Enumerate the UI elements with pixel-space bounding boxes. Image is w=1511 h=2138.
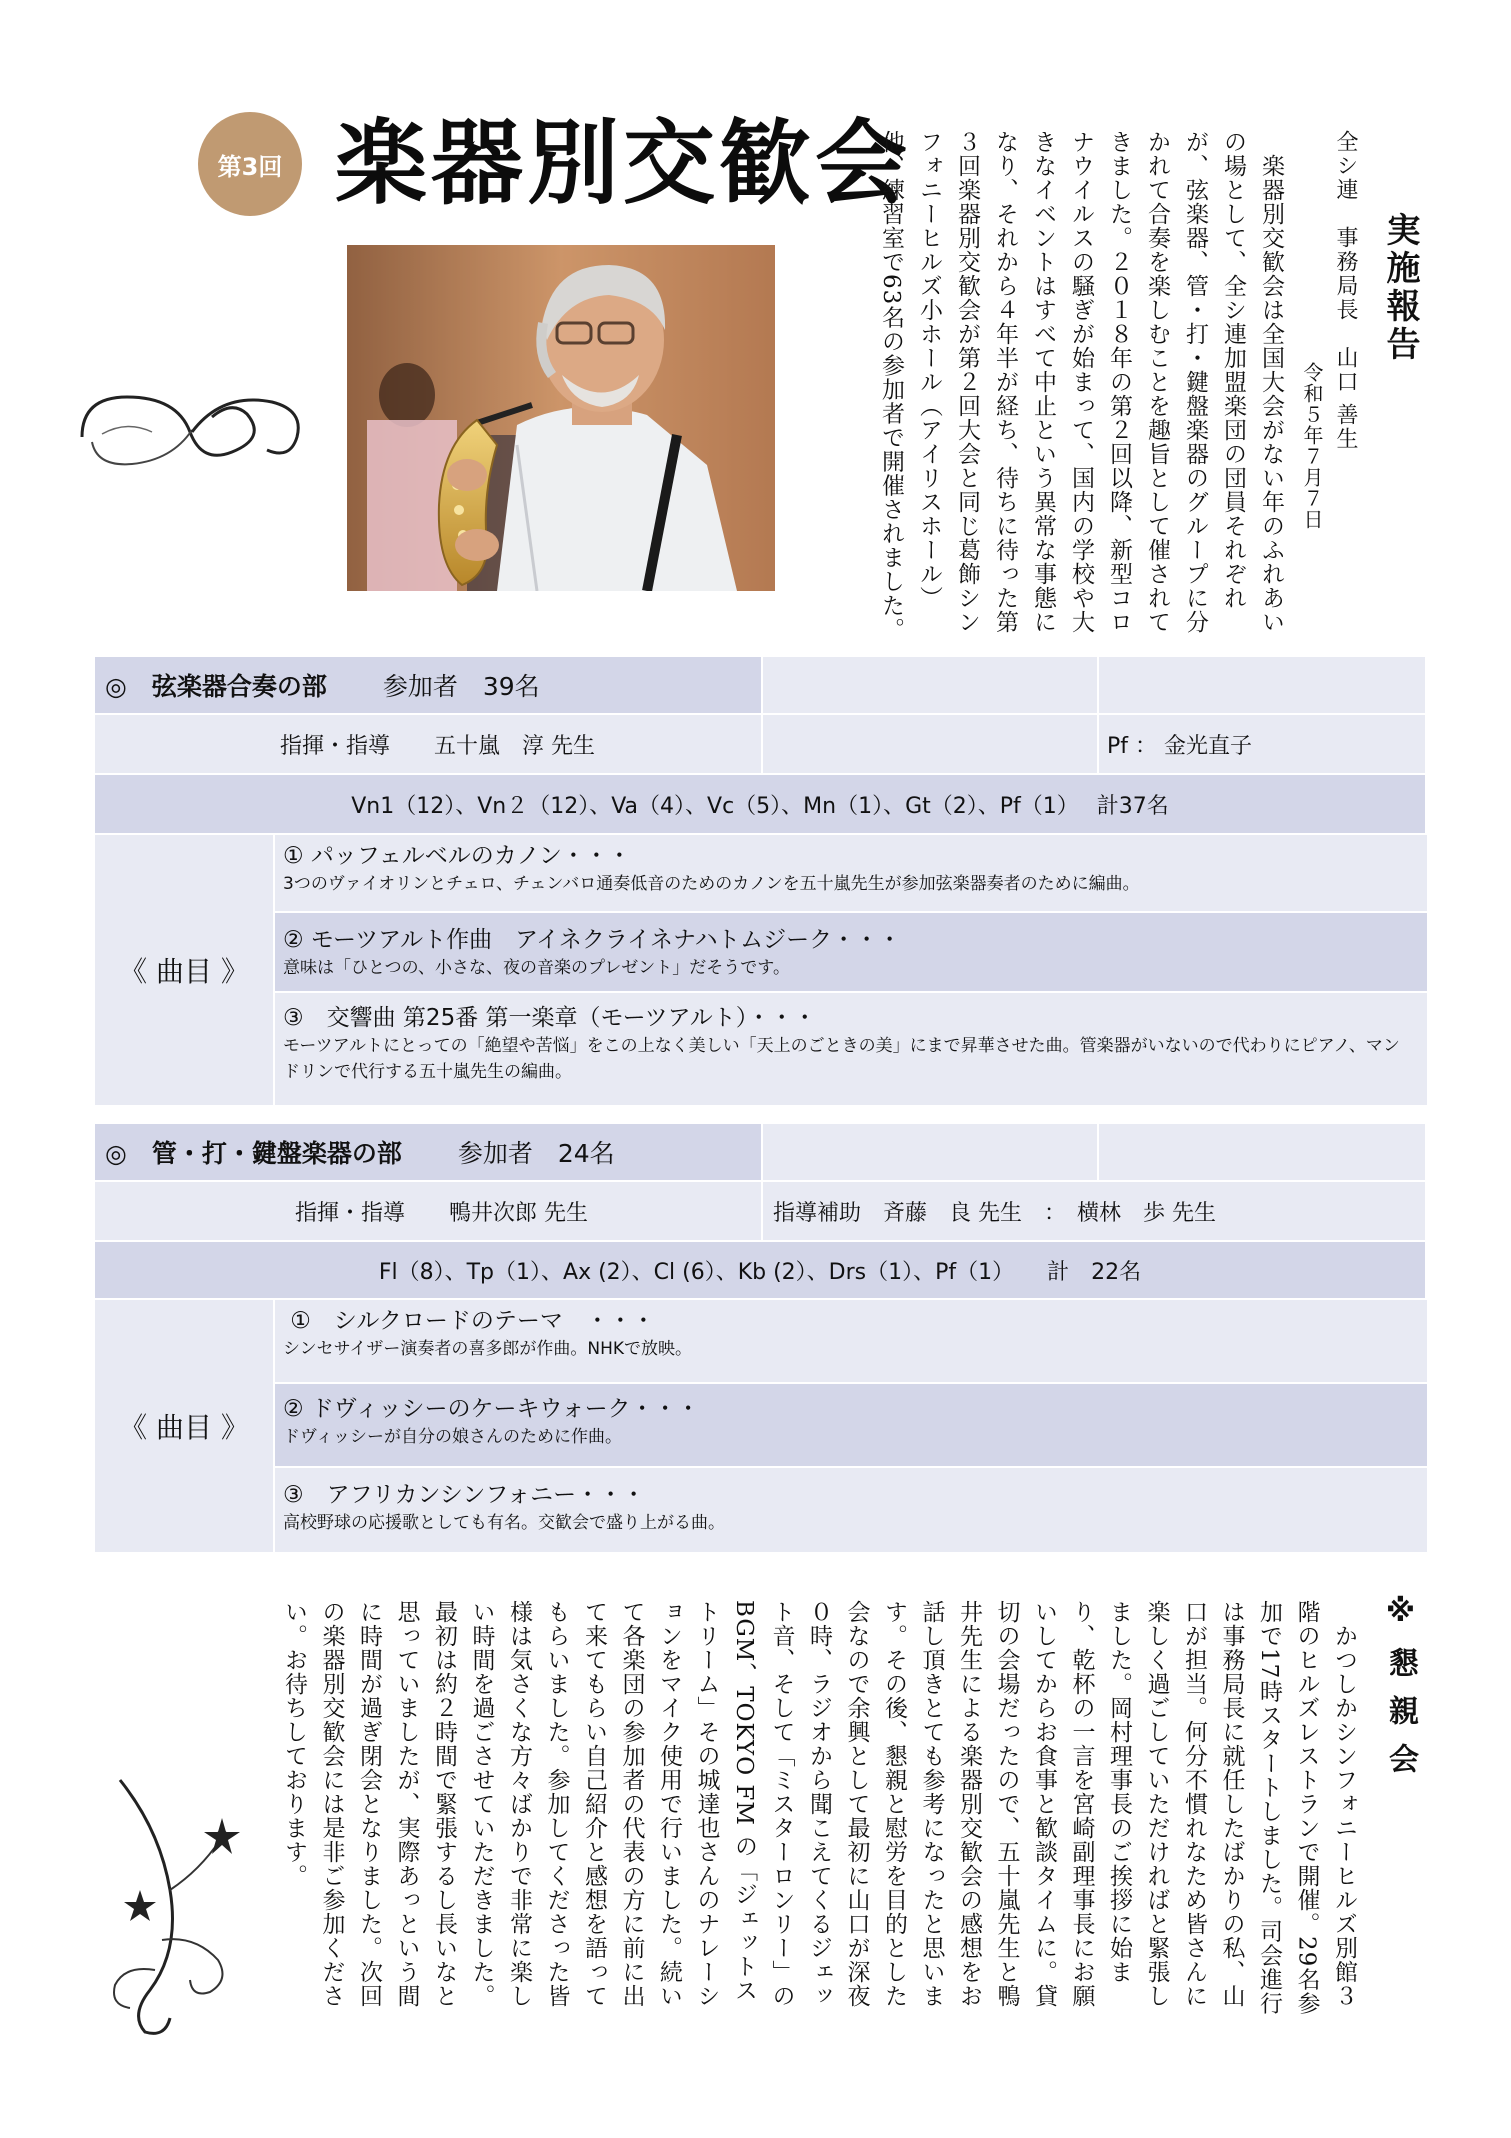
strings-header-blank-1: [763, 657, 1099, 715]
winds-header-blank-2: [1099, 1124, 1427, 1182]
strings-song-1-title: ① パッフェルベルのカノン・・・: [283, 843, 631, 869]
strings-song-1: [275, 835, 1427, 913]
winds-song-3-note: 高校野球の応援歌としても有名。交歓会で盛り上がる曲。: [283, 1513, 725, 1533]
konshin-body: かつしかシンフォニーヒルズ別館３階のヒルズレストランで開催。29名参加で17時スタートしました。司会進行は事務局長に就任したばかりの私、山口が担当。何分不慣れなため皆さんに楽しく過ごしていただければと緊張しました。岡村理事長のご挨拶に始まり、乾杯の一言を宮崎副理事長にお願いしてからお食事と歓談タイムに。貸切の会場だったので、五十嵐先生と鴨井先生による楽器別交歓会の感想をお話し頂きとても参考になったと思います。その後、懇親と慰労を目的とした会なので余興として最初に山口が深夜０時、ラジオから聞こえてくるジェット音、そして「ミスターロンリー」のBGM、TOKYO FM の「ジェットストリーム」その城達也さんのナレーションをマイク使用で行いました。続いて各楽団の参加者の代表の方に前に出て来てもらい自己紹介と感想を語ってもらいました。参加してくださった皆様は気さくな方々ばかりで非常に楽しい時間を過ごさせていただきました。最初は約２時間で緊張するし長いなと思っていましたが、実際あっという間に時間が過ぎ閉会となりました。次回の楽器別交歓会には是非ご参加ください。お待ちしております。: [281, 1600, 1357, 2016]
strings-section-heading: ◎ 弦楽器合奏の部: [105, 672, 327, 701]
winds-song-3: [275, 1468, 1427, 1554]
winds-song-3-title: ③ アフリカンシンフォニー・・・: [283, 1482, 646, 1508]
report-date: 令和５年７月７日: [1300, 362, 1324, 530]
winds-program-label: 《 曲目 》: [95, 1300, 275, 1554]
winds-instruments: [95, 1242, 1427, 1300]
winds-conductor-text: 指揮・指導 鴨井次郎 先生: [295, 1200, 588, 1226]
winds-instruments-text: Fl（8）、Tp（1）、Ax (2）、Cl (6）、Kb (2）、Drs（1）、Pf（1） 計 22名: [378, 1259, 1142, 1285]
winds-assistant-text: 指導補助 斉藤 良 先生 ： 横林 歩 先生: [773, 1200, 1216, 1226]
winds-song-1-note: シンセサイザー演奏者の喜多郎が作曲。NHKで放映。: [283, 1339, 693, 1359]
strings-participants: 参加者 39名: [382, 672, 540, 701]
winds-participants: 参加者 24名: [457, 1139, 615, 1168]
report-author: 全シ連 事務局長 山口 善生: [1333, 130, 1358, 451]
winds-conductor: [95, 1182, 763, 1242]
report-body: 楽器別交歓会は全国大会がない年のふれあいの場として、全シ連加盟楽団の団員それぞれが、弦楽器、管・打・鍵盤楽器のグループに分かれて合奏を楽しむことを趣旨として催されてきました。２０１８年の第２回以降、新型コロナウイルスの騒ぎが始まって、国内の学校や大きなイベントはすべて中止という異常な事態になり、それから４年半が経ち、待ちに待った第３回楽器別交歓会が第２回大会と同じ葛飾シンフォニーヒルズ小ホール（アイリスホール）他、練習室で63名の参加者で開催されました。: [878, 130, 1284, 642]
strings-song-2: [275, 913, 1427, 993]
strings-song-1-note: 3つのヴァイオリンとチェロ、チェンバロ通奏低音のためのカノンを五十嵐先生が参加弦楽器奏者のために編曲。: [283, 874, 1140, 894]
winds-assistant: [763, 1182, 1427, 1242]
strings-section-header: [95, 657, 763, 715]
strings-instruments-text: Vn1（12）、Vn２（12）、Va（4）、Vc（5）、Mn（1）、Gt（2）、Pf（1） 計37名: [351, 793, 1169, 819]
strings-pianist-text: Pf ： 金光直子: [1107, 733, 1252, 759]
winds-section-table: [95, 1124, 1427, 1554]
strings-song-3-note: モーツアルトにとっての「絶望や苦悩」をこの上なく美しい「天上のごときの美」にまで昇華させた曲。管楽器がいないので代わりにピアノ、マンドリンで代行する五十嵐先生の編曲。: [283, 1036, 1400, 1082]
strings-song-2-note: 意味は「ひとつの、小さな、夜の音楽のプレゼント」だそうです。: [283, 958, 790, 978]
page-title: 楽器別交歓会: [335, 110, 912, 217]
winds-song-2-title: ② ドヴィッシーのケーキウォーク・・・: [283, 1396, 700, 1422]
strings-conductor-text: 指揮・指導 五十嵐 淳 先生: [280, 733, 595, 759]
strings-pianist: [1099, 715, 1427, 775]
strings-instruments: [95, 775, 1427, 835]
winds-section-heading: ◎ 管・打・鍵盤楽器の部: [105, 1139, 402, 1168]
strings-program-list: [275, 835, 1427, 1107]
strings-program-label: 《 曲目 》: [95, 835, 275, 1107]
winds-header-blank-1: [763, 1124, 1099, 1182]
winds-song-2: [275, 1384, 1427, 1468]
strings-song-3: [275, 993, 1427, 1107]
winds-program-list: [275, 1300, 1427, 1554]
winds-song-2-note: ドヴィッシーが自分の娘さんのために作曲。: [283, 1427, 622, 1447]
strings-header-blank-2: [1099, 657, 1427, 715]
floral-vine-ornament-icon: [100, 1770, 250, 2040]
strings-conductor: [95, 715, 763, 775]
edition-badge: 第3回: [198, 112, 302, 216]
winds-song-1-title: ① シルクロードのテーマ ・・・: [283, 1308, 655, 1334]
swirl-ornament-icon: [72, 372, 307, 482]
saxophone-player-photo: [347, 245, 775, 591]
strings-song-3-title: ③ 交響曲 第25番 第一楽章（モーツアルト）・・・: [283, 1005, 817, 1031]
winds-song-1: [275, 1300, 1427, 1384]
konshin-heading: ※懇親会: [1383, 1594, 1418, 1791]
strings-song-2-title: ② モーツアルト作曲 アイネクライネナハトムジーク・・・: [283, 927, 902, 953]
strings-blank-cell: [763, 715, 1099, 775]
strings-section-table: [95, 657, 1427, 1107]
report-heading: 実施報告: [1380, 212, 1420, 364]
winds-section-header: [95, 1124, 763, 1182]
